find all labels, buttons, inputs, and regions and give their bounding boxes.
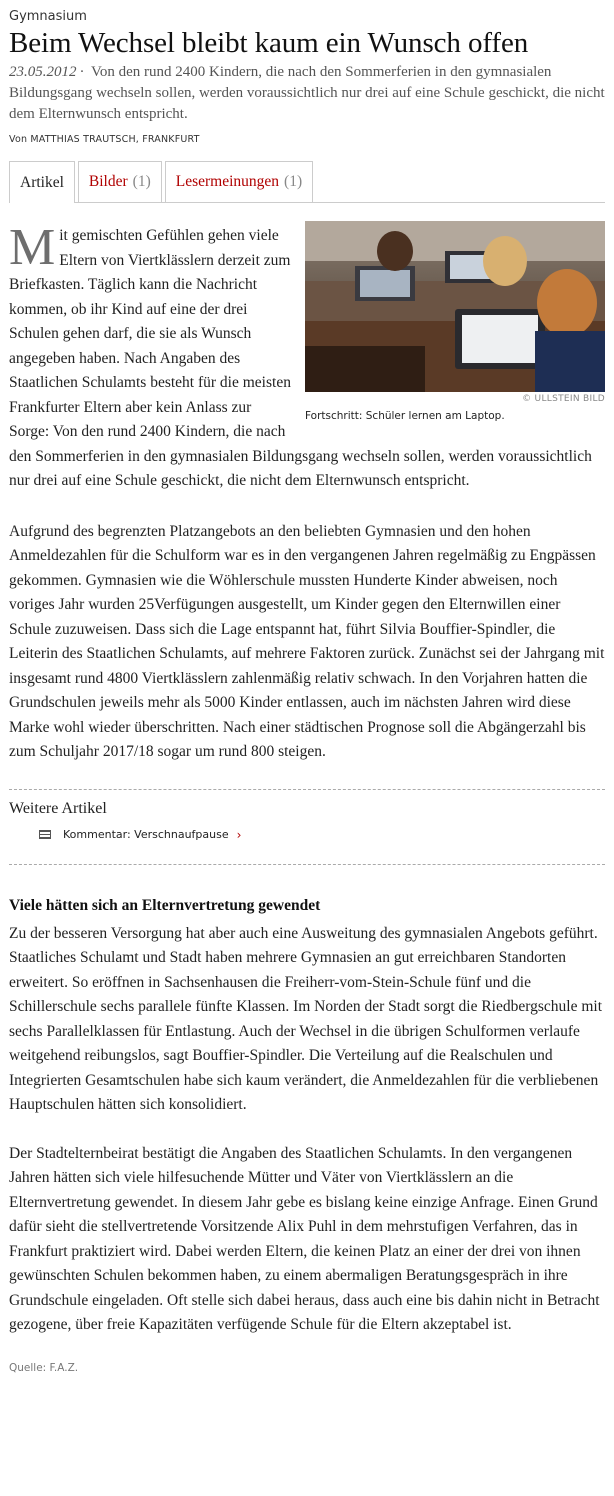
source-note: Quelle: F.A.Z.: [9, 1361, 79, 1374]
drop-cap: M: [9, 219, 56, 276]
article-photo[interactable]: [305, 221, 605, 392]
classroom-photo-image: [305, 221, 605, 392]
teaser-separator: ·: [79, 64, 85, 80]
more-articles-title: Weitere Artikel: [9, 799, 107, 817]
article-body-continued: [9, 922, 605, 1338]
tab-artikel-label: Artikel: [20, 173, 64, 191]
kicker: Gymnasium: [9, 9, 87, 24]
tab-bilder-count: (1): [132, 173, 151, 190]
photo-caption: Fortschritt: Schüler lernen am Laptop.: [305, 410, 505, 422]
photo-credit: © ULLSTEIN BILD: [522, 394, 605, 404]
article-figure: [305, 221, 605, 424]
more-articles-box: [9, 789, 605, 865]
teaser-text: Von den rund 2400 Kindern, die nach den Sommerferien in den gymnasialen Bildungsgang wechseln sollen, werden voraussichtlich nur drei auf eine Schule geschickt, die nicht dem Elternwunsch entspricht.: [9, 64, 605, 122]
article-paragraph: Aufgrund des begrenzten Platzangebots an den beliebten Gymnasien und den hohen Anmeldezahlen für die Schulform war es in den vergangenen Jahren regelmäßig zu Engpässen gekommen. Gymnasien wie die Wöhlerschule mussten Hunderte Kinder abweisen, noch voriges Jahr wurden 25Verfügungen ausgestellt, um Kinder gegen den Elternwillen einer Schule zuzuweisen. Dass sich die Lage entspannt hat, führt Silvia Bouffier-Spindler, die Leiterin des Staatlichen Schulamts, auf mehrere Faktoren zurück. Zunächst sei der Jahrgang mit insgesamt rund 4800 Viertklässlern zahlenmäßig relativ schwach. In den Vorjahren hatten die Grundschulen jeweils mehr als 5000 Kinder entlassen, auch im nächsten Jahren wird diese Marke wohl wieder überschritten. Nach einer städtischen Prognose soll die Abgängerzahl bis zum Schuljahr 2017/18 sogar um rund 800 steigen.: [9, 522, 605, 760]
more-article-label: Kommentar: Verschnaufpause: [63, 828, 229, 841]
tab-lesermeinungen-count: (1): [284, 173, 303, 190]
more-article-link[interactable]: [39, 828, 605, 842]
section-subhead: Viele hätten sich an Elternvertretung gewendet: [9, 896, 321, 914]
tab-bilder[interactable]: [78, 161, 162, 202]
article-date: 23.05.2012: [9, 64, 77, 80]
chevron-right-icon: ›: [236, 827, 242, 842]
tab-artikel[interactable]: [9, 161, 75, 203]
article-paragraph: Zu der besseren Versorgung hat aber auch eine Ausweitung des gymnasialen Angebots geführt. Staatliches Schulamt und Stadt haben mehrere Gymnasien an gut erreichbaren Standorten erweitert. So eröffnen in Sachsenhausen die Freiherr-vom-Stein-Schule fünf und die Schillerschule sechs parallele fünfte Klassen. Im Norden der Stadt sorgt die Riedbergschule mit sechs Parallelklassen für Entlastung. Auch der Wechsel in die übrigen Schulformen verlaufe weitgehend reibungslos, sagt Bouffier-Spindler. Die Verteilung auf die Realschulen und Integrierten Gesamtschulen habe sich kaum verändert, die Anmeldezahlen für die verbliebenen Hauptschulen hätten sich konsolidiert.: [9, 924, 603, 1113]
tab-bilder-label: Bilder: [88, 173, 128, 190]
teaser: [9, 62, 605, 125]
headline: Beim Wechsel bleibt kaum ein Wunsch offen: [9, 27, 529, 59]
tab-lesermeinungen-label: Lesermeinungen: [175, 173, 280, 190]
article-body: [9, 219, 605, 765]
article-paragraph: Der Stadtelternbeirat bestätigt die Angaben des Staatlichen Schulamts. In den vergangenen Jahren hätten sich viele hilfesuchende Mütter und Väter von Viertklässlern an die Elternvertretung gewendet. In diesem Jahr gebe es bislang keine einzige Anfrage. Einen Grund dafür sieht die stellvertretende Vorsitzende Alix Puhl in dem mehrstufigen Verfahren, das in Frankfurt praktiziert wird. Dabei werden Eltern, die keinen Platz an einer der drei von ihnen gewünschten Schulen bekommen haben, zu einem abermaligen Beratungsgespräch in ihre Grundschule eingeladen. Oft stelle sich dabei heraus, dass auch eine bis dahin nicht in Betracht gezogene, über freie Kapazitäten verfügende Schule für die Eltern akzeptabel ist.: [9, 1144, 600, 1333]
paragraph-text: it gemischten Gefühlen gehen viele Eltern von Viertklässlern derzeit zum Briefkasten. Täglich kann die Nachricht kommen, ob ihr Kind auf eine der drei Schulen gehen darf, die sie als Wunsch angegeben haben. Nach Angaben des Staatlichen Schulamts besteht für die meisten Frankfurter Eltern aber kein Anlass zur Sorge: Von den rund 2400 Kindern, die nach den Sommerferien in den gymnasialen Bildungsgang wechseln sollen, werden voraussichtlich nur drei auf eine Schule geschickt, die nicht dem Elternwunsch entspricht.: [9, 227, 592, 489]
tab-lesermeinungen[interactable]: [165, 161, 313, 202]
article-tabs: [9, 162, 605, 203]
document-icon: [39, 830, 51, 839]
byline: Von MATTHIAS TRAUTSCH, FRANKFURT: [9, 134, 200, 145]
